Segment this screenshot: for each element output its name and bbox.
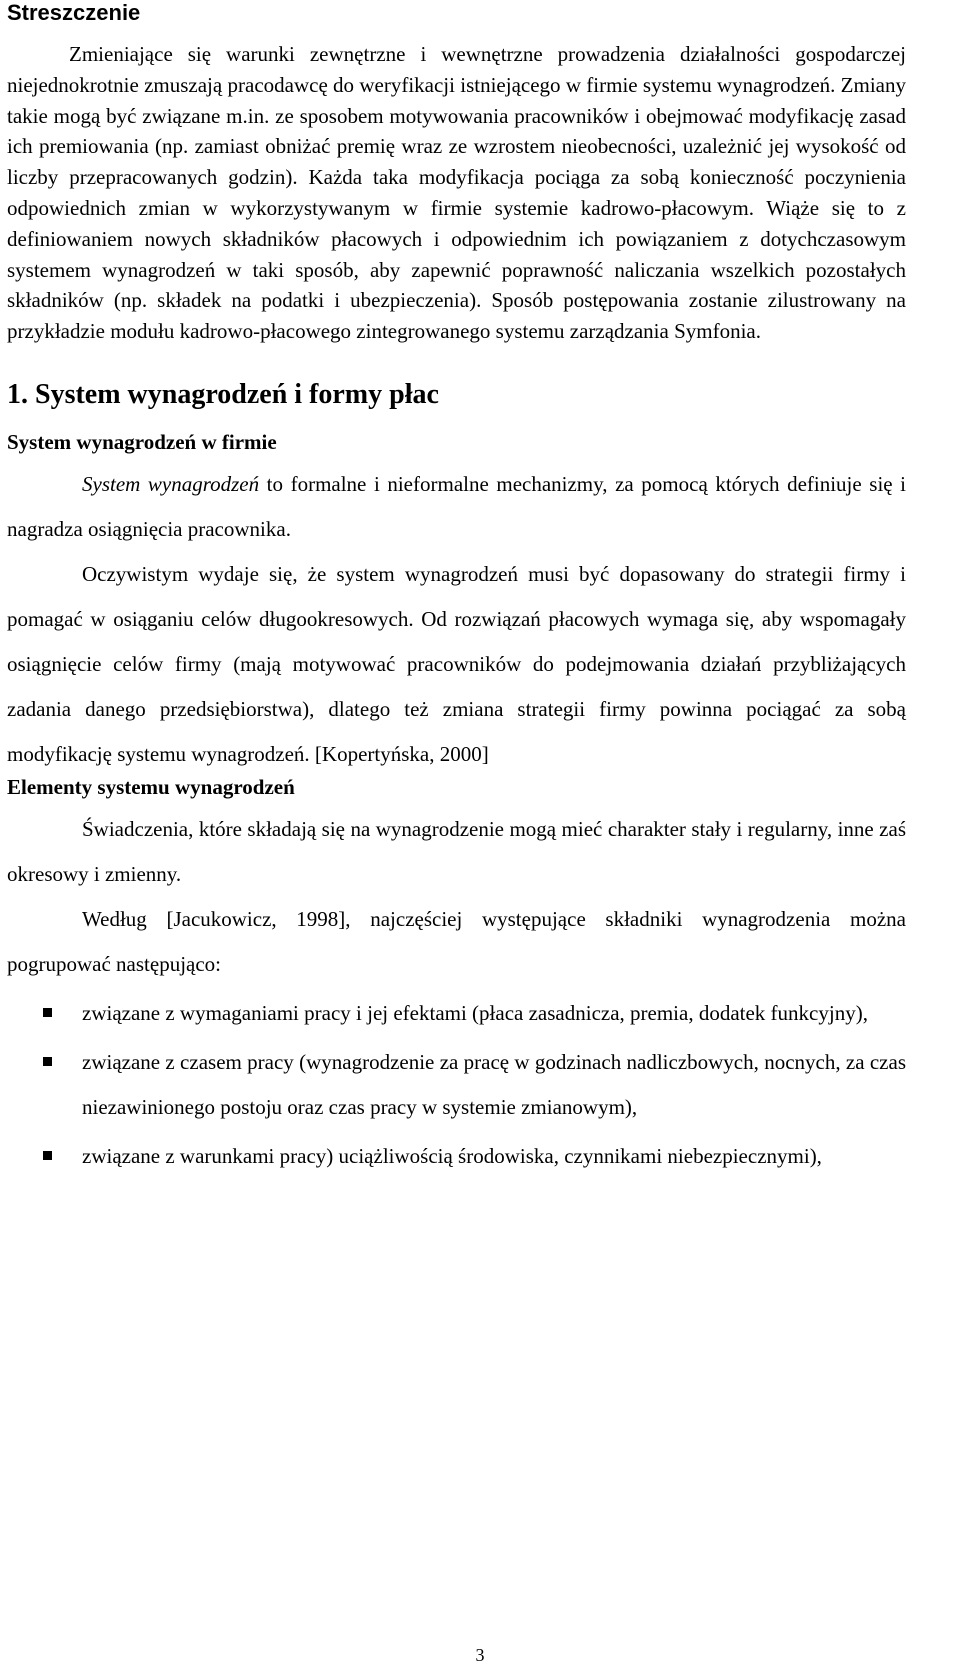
definition-text: to formalne i nieformalne mechanizmy, za pomocą których definiuje się i nagradza osiągnięcia pracownika. xyxy=(7,471,906,541)
square-bullet-icon xyxy=(43,1151,52,1160)
list-item xyxy=(7,1040,906,1130)
abstract-title: Streszczenie xyxy=(7,0,141,25)
list-item-text: związane z warunkami pracy) uciążliwością środowiska, czynnikami niebezpiecznymi), xyxy=(82,1143,822,1168)
components-list xyxy=(7,991,906,1179)
list-item-text: związane z czasem pracy (wynagrodzenie za pracę w godzinach nadliczbowych, nocnych, za czas niezawinionego postoju oraz czas pracy w systemie zmianowym), xyxy=(82,1049,906,1119)
definition-paragraph xyxy=(7,462,906,552)
document-page xyxy=(7,0,906,1183)
page-number: 3 xyxy=(475,1645,485,1665)
subsection-title-elements: Elementy systemu wynagrodzeń xyxy=(7,774,295,799)
abstract-paragraph: Zmieniające się warunki zewnętrzne i wewnętrzne prowadzenia działalności gospodarczej niejednokrotnie zmuszają pracodawcę do weryfikacji istniejącego w firmie systemu wynagrodzeń. Zmiany takie mogą być związane m.in. ze sposobem motywowania pracowników i obejmować modyfikację zasad ich premiowania (np. zamiast obniżać premię wraz ze wzrostem nieobecności, uzależnić jej wysokość od liczby przepracowanych godzin). Każda taka modyfikacja pociąga za sobą konieczność poczynienia odpowiednich zmian w wykorzystywanym w firmie systemie kadrowo-płacowym. Wiąże się to z definiowaniem nowych składników płacowych i odpowiednim ich powiązaniem z dotychczasowym systemem wynagrodzeń w taki sposób, aby zapewnić poprawność naliczania wszelkich pozostałych składników (np. składek na podatki i ubezpieczenia). Sposób postępowania zostanie zilustrowany na przykładzie modułu kadrowo-płacowego zintegrowanego systemu zarządzania Symfonia. xyxy=(7,42,906,344)
list-item-text: związane z wymaganiami pracy i jej efektami (płaca zasadnicza, premia, dodatek funkcyjny), xyxy=(82,1000,868,1025)
square-bullet-icon xyxy=(43,1057,52,1066)
section-title: 1. System wynagrodzeń i formy płac xyxy=(7,378,439,410)
defined-term: System wynagrodzeń xyxy=(82,471,260,496)
classification-paragraph: Według [Jacukowicz, 1998], najczęściej występujące składniki wynagrodzenia można pogrupować następująco: xyxy=(7,906,906,976)
list-item xyxy=(7,1134,906,1179)
list-item xyxy=(7,991,906,1036)
strategy-paragraph: Oczywistym wydaje się, że system wynagrodzeń musi być dopasowany do strategii firmy i pomagać w osiąganiu celów długookresowych. Od rozwiązań płacowych wymaga się, aby wspomagały osiągnięcie celów firmy (mają motywować pracowników do podejmowania działań przybliżających zadania danego przedsiębiorstwa), dlatego też zmiana strategii firmy powinna pociągać za sobą modyfikację systemu wynagrodzeń. [Kopertyńska, 2000] xyxy=(7,561,906,766)
subsection-title-system: System wynagrodzeń w firmie xyxy=(7,429,277,454)
benefits-paragraph: Świadczenia, które składają się na wynagrodzenie mogą mieć charakter stały i regularny, inne zaś okresowy i zmienny. xyxy=(7,816,906,886)
square-bullet-icon xyxy=(43,1008,52,1017)
